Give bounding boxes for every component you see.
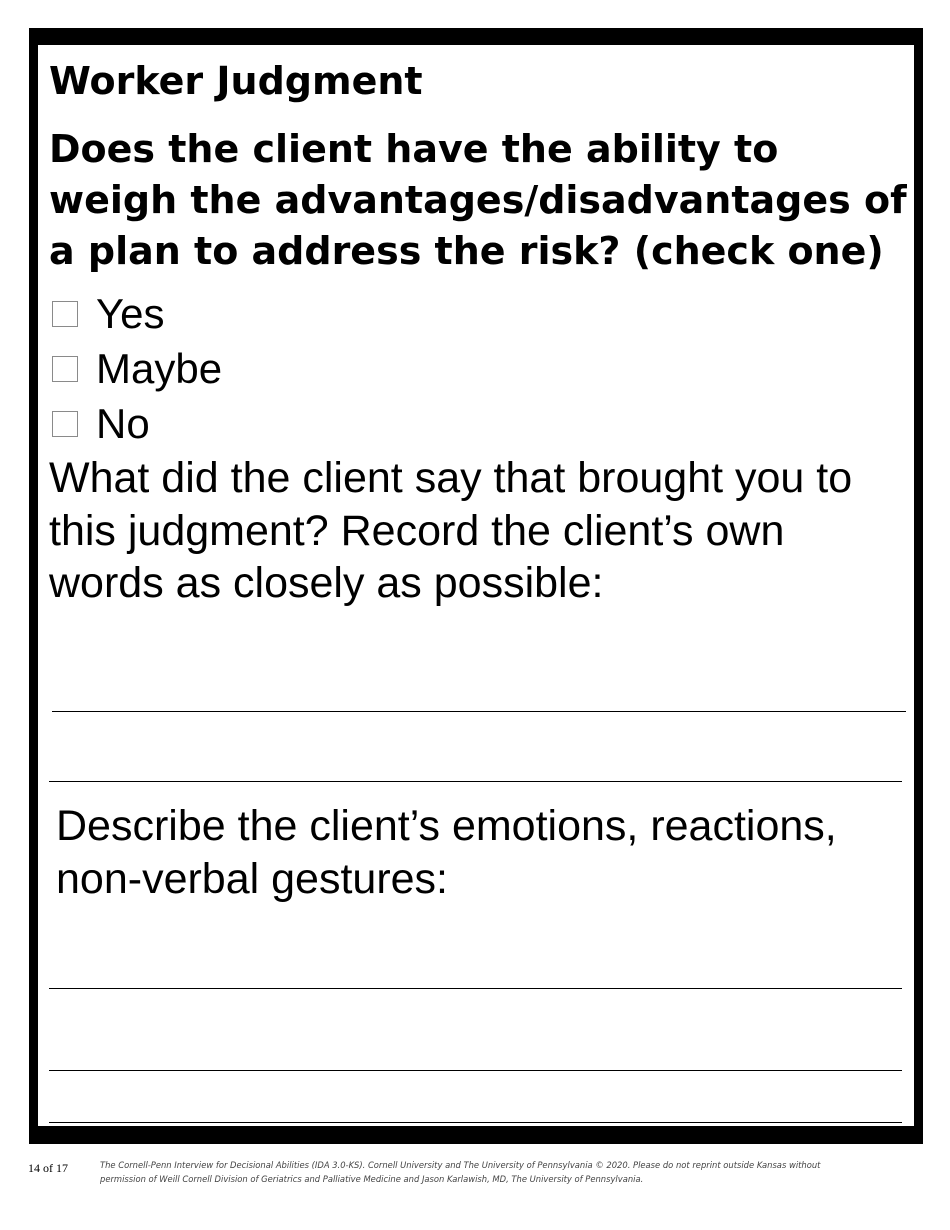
judgment-prompt: What did the client say that brought you to this judgment? Record the client’s own words as closely as possible: xyxy=(49,454,853,607)
emotions-prompt: Describe the client’s emotions, reactions, non-verbal gestures: xyxy=(56,802,837,903)
emotions-line-2[interactable] xyxy=(49,1070,902,1071)
option-maybe-label: Maybe xyxy=(96,345,223,392)
answer-line-2[interactable] xyxy=(49,781,902,782)
copyright-notice: The Cornell-Penn Interview for Decisional Abilities (IDA 3.0-KS). Cornell University and The University of Pennsylvania © 2020. Please do not reprint outside Kansas without permission of Weill Cornell Division of Geriatrics and Palliative Medicine and Jason Karlawish, MD, The University of Pennsylvania. xyxy=(100,1160,821,1184)
option-no-label: No xyxy=(96,400,150,447)
page-number: 14 of 17 xyxy=(28,1161,68,1175)
checkbox-no[interactable] xyxy=(52,411,78,437)
checkbox-yes[interactable] xyxy=(52,301,78,327)
emotions-line-3[interactable] xyxy=(49,1122,902,1123)
emotions-line-1[interactable] xyxy=(49,988,902,989)
checkbox-maybe[interactable] xyxy=(52,356,78,382)
answer-line-1[interactable] xyxy=(52,711,906,712)
option-yes[interactable] xyxy=(52,292,165,336)
option-no[interactable] xyxy=(52,402,150,446)
section-title: Worker Judgment xyxy=(49,59,423,103)
option-yes-label: Yes xyxy=(96,290,165,337)
question-text: Does the client have the ability to weigh the advantages/disadvantages of a plan to address the risk? (check one) xyxy=(49,127,907,273)
option-maybe[interactable] xyxy=(52,347,222,391)
